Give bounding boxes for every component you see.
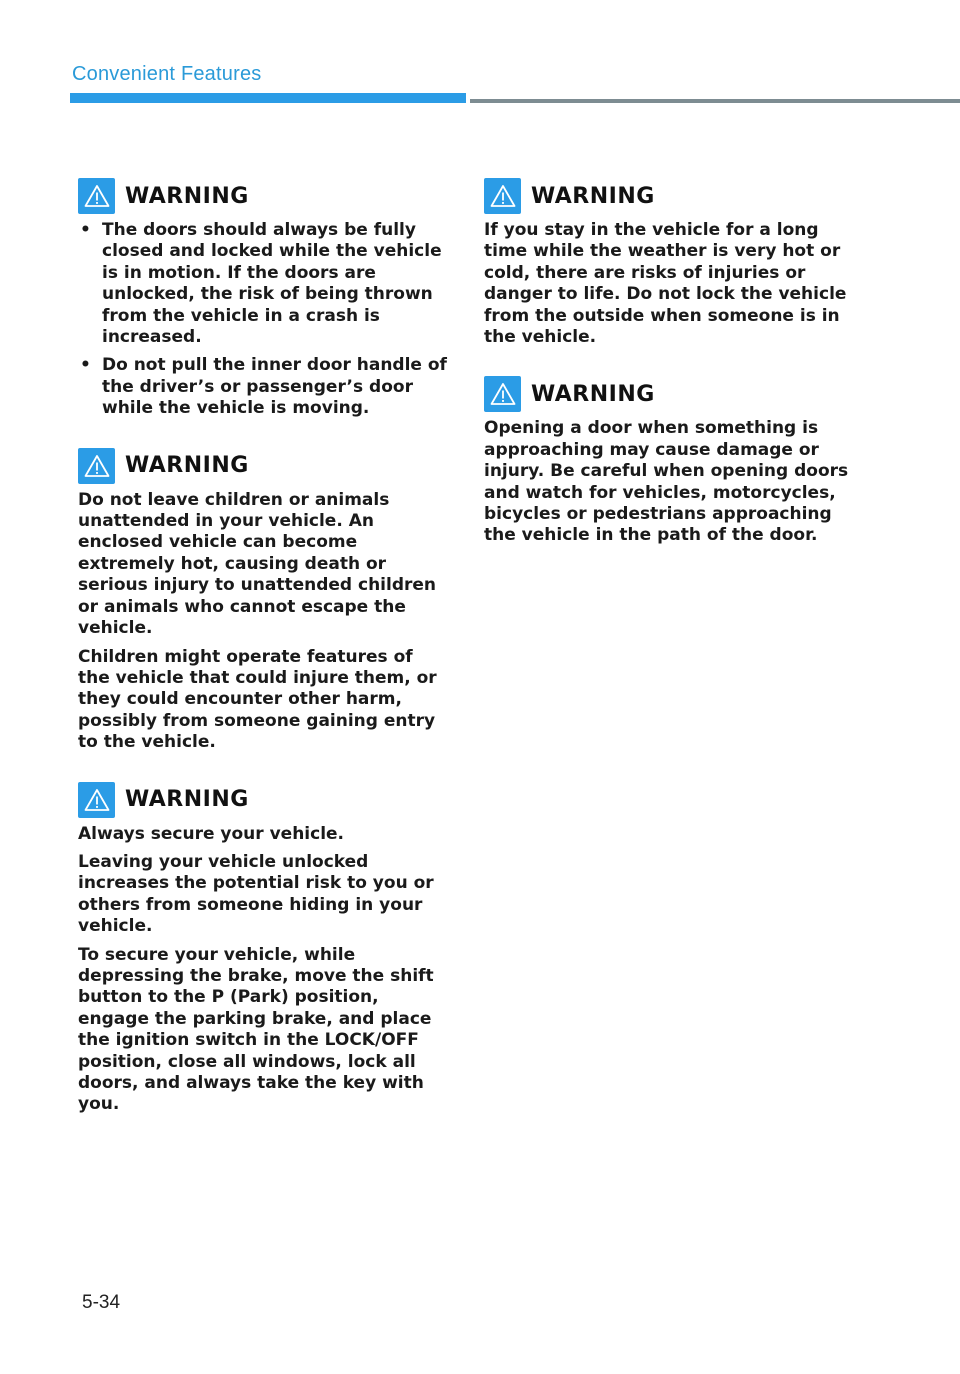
page-number: 5-34	[82, 1292, 121, 1313]
bullet-text: Do not pull the inner door handle of the driver’s or passenger’s door while the vehicle is moving.	[102, 355, 447, 419]
warning-opening-door	[484, 376, 864, 546]
right-column	[484, 178, 864, 575]
warning-paragraph: Do not leave children or animals unattended in your vehicle. An enclosed vehicle can become extremely hot, causing death or serious injury to unattended children or animals who cannot escape the vehicle.	[78, 489, 437, 639]
warning-paragraph: Leaving your vehicle unlocked increases the potential risk to you or others from someone hiding in your vehicle.	[78, 851, 434, 937]
header-accent-bar	[70, 93, 466, 103]
warning-label: WARNING	[531, 381, 655, 407]
warning-triangle-icon	[78, 178, 115, 214]
header-divider	[470, 99, 960, 103]
bullet-text: The doors should always be fully closed and locked while the vehicle is in motion. If the doors are unlocked, the risk of being thrown from the vehicle in a crash is increased.	[102, 220, 442, 348]
warning-label: WARNING	[125, 453, 249, 479]
warning-door-locks	[78, 178, 450, 420]
list-item	[78, 220, 450, 348]
warning-paragraph: Opening a door when something is approaching may cause damage or injury. Be careful when opening doors and watch for vehicles, motorcycles, bicycles or pedestrians approaching the vehicle in the path of the door.	[484, 418, 849, 546]
left-column	[78, 178, 450, 1144]
warning-label: WARNING	[531, 183, 655, 209]
warning-label: WARNING	[125, 183, 249, 209]
warning-label: WARNING	[125, 787, 249, 813]
warning-triangle-icon	[78, 448, 115, 484]
bullet-dot: •	[80, 220, 91, 240]
warning-triangle-icon	[484, 178, 521, 214]
warning-children-animals	[78, 448, 450, 754]
warning-paragraph: Always secure your vehicle.	[78, 823, 345, 844]
bullet-dot: •	[80, 355, 91, 376]
warning-secure-vehicle	[78, 782, 450, 1116]
bullet-list	[78, 220, 450, 420]
warning-paragraph: To secure your vehicle, while depressing the brake, move the shift button to the P (Park) position, engage the parking brake, and place the ignition switch in the LOCK/OFF position, close all windows, lock all doors, and always take the key with you.	[78, 944, 434, 1115]
list-item	[78, 355, 450, 419]
warning-extreme-weather	[484, 178, 864, 348]
warning-paragraph: Children might operate features of the vehicle that could injure them, or they could encounter other harm, possibly from someone gaining entry to the vehicle.	[78, 646, 437, 753]
warning-triangle-icon	[78, 782, 115, 818]
section-title: Convenient Features	[72, 63, 262, 85]
warning-paragraph: If you stay in the vehicle for a long time while the weather is very hot or cold, there are risks of injuries or danger to life. Do not lock the vehicle from the outside when someone is in the vehicle.	[484, 220, 847, 348]
warning-triangle-icon	[484, 376, 521, 412]
